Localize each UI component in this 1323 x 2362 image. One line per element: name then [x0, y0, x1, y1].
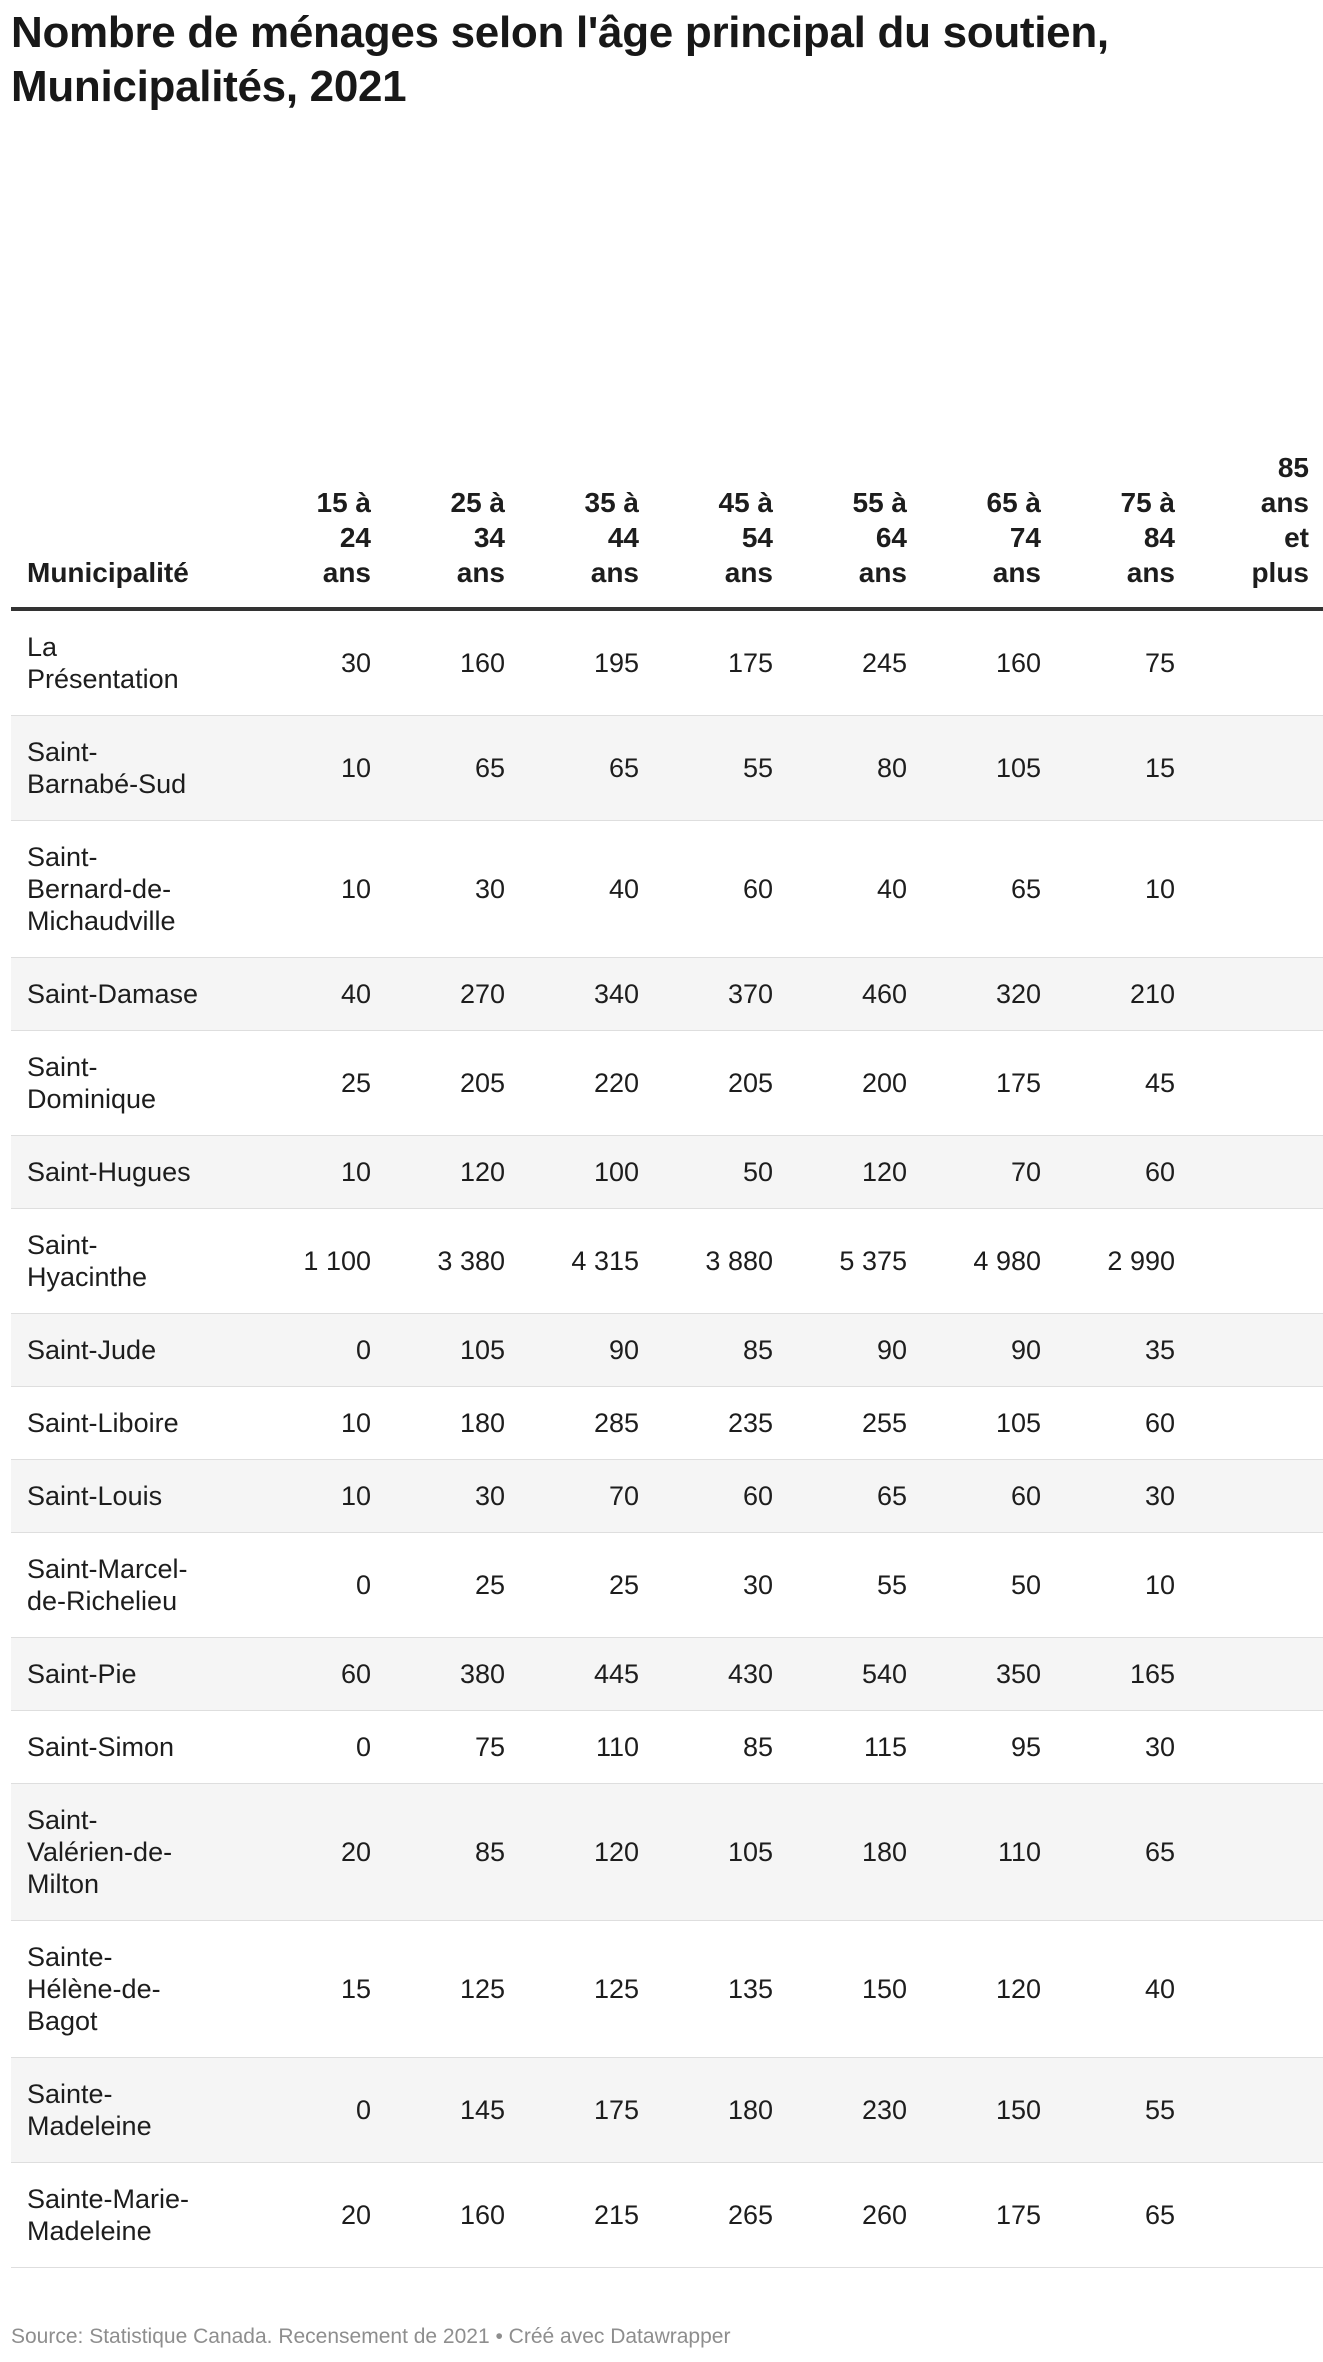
cell-value: 370 [653, 958, 787, 1031]
cell-value: 65 [385, 716, 519, 821]
cell-value: 85 [653, 1314, 787, 1387]
cell-value: 30 [1055, 1460, 1189, 1533]
cell-value: 0 [251, 2058, 385, 2163]
cell-value: 175 [653, 609, 787, 716]
cell-value: 175 [921, 2163, 1055, 2268]
municipality-name: Saint-Hugues [11, 1136, 251, 1209]
cell-value: 30 [385, 1460, 519, 1533]
municipality-name: Saint-Hyacinthe [11, 1209, 251, 1314]
municipality-name: Sainte-Hélène-de-Bagot [11, 1921, 251, 2058]
cell-value [1189, 1314, 1323, 1387]
cell-value [1189, 1784, 1323, 1921]
cell-value: 55 [653, 716, 787, 821]
cell-value: 180 [653, 2058, 787, 2163]
municipality-name: Saint-Pie [11, 1638, 251, 1711]
cell-value: 50 [921, 1533, 1055, 1638]
cell-value: 65 [787, 1460, 921, 1533]
cell-value: 60 [653, 1460, 787, 1533]
cell-value: 160 [385, 2163, 519, 2268]
cell-value: 100 [519, 1136, 653, 1209]
cell-value: 445 [519, 1638, 653, 1711]
cell-value: 175 [519, 2058, 653, 2163]
municipality-name: Saint-Jude [11, 1314, 251, 1387]
cell-value: 540 [787, 1638, 921, 1711]
cell-value: 1 100 [251, 1209, 385, 1314]
column-header-age-6[interactable]: 65 à 74 ans [921, 450, 1055, 609]
table-row [11, 821, 1323, 958]
cell-value: 30 [653, 1533, 787, 1638]
table-row [11, 1711, 1323, 1784]
cell-value: 10 [1055, 1533, 1189, 1638]
cell-value: 90 [787, 1314, 921, 1387]
cell-value: 45 [1055, 1031, 1189, 1136]
column-header-age-1[interactable]: 15 à 24 ans [251, 450, 385, 609]
table-row [11, 1638, 1323, 1711]
cell-value: 215 [519, 2163, 653, 2268]
cell-value: 55 [787, 1533, 921, 1638]
cell-value: 210 [1055, 958, 1189, 1031]
cell-value: 235 [653, 1387, 787, 1460]
cell-value [1189, 1460, 1323, 1533]
cell-value: 40 [1055, 1921, 1189, 2058]
column-header-municipalite[interactable]: Municipalité [11, 450, 251, 609]
cell-value: 4 315 [519, 1209, 653, 1314]
cell-value: 120 [385, 1136, 519, 1209]
cell-value [1189, 2058, 1323, 2163]
cell-value [1189, 2163, 1323, 2268]
cell-value: 105 [653, 1784, 787, 1921]
table-row [11, 1460, 1323, 1533]
cell-value: 350 [921, 1638, 1055, 1711]
table-row [11, 609, 1323, 716]
cell-value: 10 [251, 716, 385, 821]
cell-value: 10 [251, 1387, 385, 1460]
table-row [11, 1533, 1323, 1638]
cell-value: 120 [519, 1784, 653, 1921]
cell-value: 90 [921, 1314, 1055, 1387]
cell-value: 85 [653, 1711, 787, 1784]
cell-value: 265 [653, 2163, 787, 2268]
cell-value: 0 [251, 1711, 385, 1784]
cell-value: 135 [653, 1921, 787, 2058]
cell-value: 60 [251, 1638, 385, 1711]
cell-value: 90 [519, 1314, 653, 1387]
cell-value: 20 [251, 1784, 385, 1921]
municipality-name: Saint-Liboire [11, 1387, 251, 1460]
table-row [11, 1387, 1323, 1460]
table-row [11, 1136, 1323, 1209]
cell-value: 255 [787, 1387, 921, 1460]
municipality-name: Sainte-Madeleine [11, 2058, 251, 2163]
table-row [11, 1031, 1323, 1136]
cell-value [1189, 1638, 1323, 1711]
cell-value: 150 [787, 1921, 921, 2058]
cell-value: 340 [519, 958, 653, 1031]
cell-value: 110 [519, 1711, 653, 1784]
cell-value: 65 [519, 716, 653, 821]
table-row [11, 1784, 1323, 1921]
cell-value: 105 [921, 1387, 1055, 1460]
municipality-name: Saint-Dominique [11, 1031, 251, 1136]
cell-value [1189, 609, 1323, 716]
cell-value: 60 [1055, 1136, 1189, 1209]
table-row [11, 958, 1323, 1031]
cell-value: 10 [251, 1136, 385, 1209]
data-table-container[interactable] [11, 450, 1309, 2268]
cell-value: 30 [251, 609, 385, 716]
cell-value: 2 990 [1055, 1209, 1189, 1314]
cell-value: 200 [787, 1031, 921, 1136]
cell-value: 15 [1055, 716, 1189, 821]
cell-value: 195 [519, 609, 653, 716]
cell-value: 5 375 [787, 1209, 921, 1314]
cell-value: 320 [921, 958, 1055, 1031]
cell-value: 80 [787, 716, 921, 821]
cell-value: 30 [385, 821, 519, 958]
cell-value: 70 [921, 1136, 1055, 1209]
municipality-name: Saint-Simon [11, 1711, 251, 1784]
cell-value: 60 [921, 1460, 1055, 1533]
table-row [11, 2163, 1323, 2268]
column-header-age-8[interactable]: 85 ans et plus [1189, 450, 1323, 609]
cell-value [1189, 958, 1323, 1031]
chart-title: Nombre de ménages selon l'âge principal du soutien, Municipalités, 2021 [11, 8, 1109, 111]
cell-value: 40 [787, 821, 921, 958]
municipality-name: Saint-Barnabé-Sud [11, 716, 251, 821]
municipality-name: Sainte-Marie-Madeleine [11, 2163, 251, 2268]
cell-value [1189, 716, 1323, 821]
cell-value: 120 [787, 1136, 921, 1209]
cell-value: 25 [385, 1533, 519, 1638]
cell-value: 95 [921, 1711, 1055, 1784]
cell-value: 285 [519, 1387, 653, 1460]
municipality-name: Saint-Damase [11, 958, 251, 1031]
column-header-age-3[interactable]: 35 à 44 ans [519, 450, 653, 609]
cell-value: 15 [251, 1921, 385, 2058]
cell-value: 270 [385, 958, 519, 1031]
cell-value: 205 [385, 1031, 519, 1136]
cell-value: 230 [787, 2058, 921, 2163]
cell-value: 30 [1055, 1711, 1189, 1784]
cell-value: 65 [1055, 1784, 1189, 1921]
cell-value [1189, 1031, 1323, 1136]
cell-value: 0 [251, 1533, 385, 1638]
cell-value: 205 [653, 1031, 787, 1136]
cell-value: 55 [1055, 2058, 1189, 2163]
column-header-age-7[interactable]: 75 à 84 ans [1055, 450, 1189, 609]
cell-value [1189, 1136, 1323, 1209]
cell-value: 10 [1055, 821, 1189, 958]
cell-value: 460 [787, 958, 921, 1031]
cell-value: 4 980 [921, 1209, 1055, 1314]
municipality-name: La Présentation [11, 609, 251, 716]
cell-value: 65 [1055, 2163, 1189, 2268]
municipality-name: Saint-Valérien-de-Milton [11, 1784, 251, 1921]
cell-value: 160 [385, 609, 519, 716]
column-header-age-2[interactable]: 25 à 34 ans [385, 450, 519, 609]
cell-value: 75 [385, 1711, 519, 1784]
cell-value: 25 [519, 1533, 653, 1638]
cell-value: 125 [385, 1921, 519, 2058]
cell-value: 175 [921, 1031, 1055, 1136]
cell-value: 180 [787, 1784, 921, 1921]
cell-value: 125 [519, 1921, 653, 2058]
cell-value: 40 [251, 958, 385, 1031]
cell-value: 380 [385, 1638, 519, 1711]
source-note: Source: Statistique Canada. Recensement de 2021 • Créé avec Datawrapper [11, 2325, 731, 2348]
table-row [11, 2058, 1323, 2163]
cell-value: 60 [653, 821, 787, 958]
data-table [11, 450, 1323, 2268]
table-row [11, 1921, 1323, 2058]
cell-value: 145 [385, 2058, 519, 2163]
cell-value: 60 [1055, 1387, 1189, 1460]
cell-value: 50 [653, 1136, 787, 1209]
cell-value: 85 [385, 1784, 519, 1921]
cell-value: 115 [787, 1711, 921, 1784]
cell-value: 25 [251, 1031, 385, 1136]
cell-value: 180 [385, 1387, 519, 1460]
table-header-row [11, 450, 1323, 609]
cell-value [1189, 1209, 1323, 1314]
cell-value: 105 [921, 716, 1055, 821]
cell-value: 260 [787, 2163, 921, 2268]
cell-value [1189, 1921, 1323, 2058]
cell-value: 65 [921, 821, 1055, 958]
cell-value [1189, 1711, 1323, 1784]
cell-value: 160 [921, 609, 1055, 716]
cell-value: 40 [519, 821, 653, 958]
column-header-age-5[interactable]: 55 à 64 ans [787, 450, 921, 609]
cell-value [1189, 1533, 1323, 1638]
cell-value: 10 [251, 1460, 385, 1533]
table-row [11, 1209, 1323, 1314]
cell-value: 430 [653, 1638, 787, 1711]
table-row [11, 1314, 1323, 1387]
cell-value: 105 [385, 1314, 519, 1387]
cell-value: 220 [519, 1031, 653, 1136]
cell-value [1189, 821, 1323, 958]
cell-value: 10 [251, 821, 385, 958]
table-row [11, 716, 1323, 821]
municipality-name: Saint-Louis [11, 1460, 251, 1533]
cell-value: 0 [251, 1314, 385, 1387]
cell-value: 245 [787, 609, 921, 716]
cell-value: 110 [921, 1784, 1055, 1921]
cell-value [1189, 1387, 1323, 1460]
cell-value: 165 [1055, 1638, 1189, 1711]
municipality-name: Saint-Marcel-de-Richelieu [11, 1533, 251, 1638]
cell-value: 20 [251, 2163, 385, 2268]
cell-value: 75 [1055, 609, 1189, 716]
cell-value: 3 880 [653, 1209, 787, 1314]
municipality-name: Saint-Bernard-de-Michaudville [11, 821, 251, 958]
cell-value: 120 [921, 1921, 1055, 2058]
cell-value: 3 380 [385, 1209, 519, 1314]
cell-value: 70 [519, 1460, 653, 1533]
cell-value: 35 [1055, 1314, 1189, 1387]
column-header-age-4[interactable]: 45 à 54 ans [653, 450, 787, 609]
cell-value: 150 [921, 2058, 1055, 2163]
